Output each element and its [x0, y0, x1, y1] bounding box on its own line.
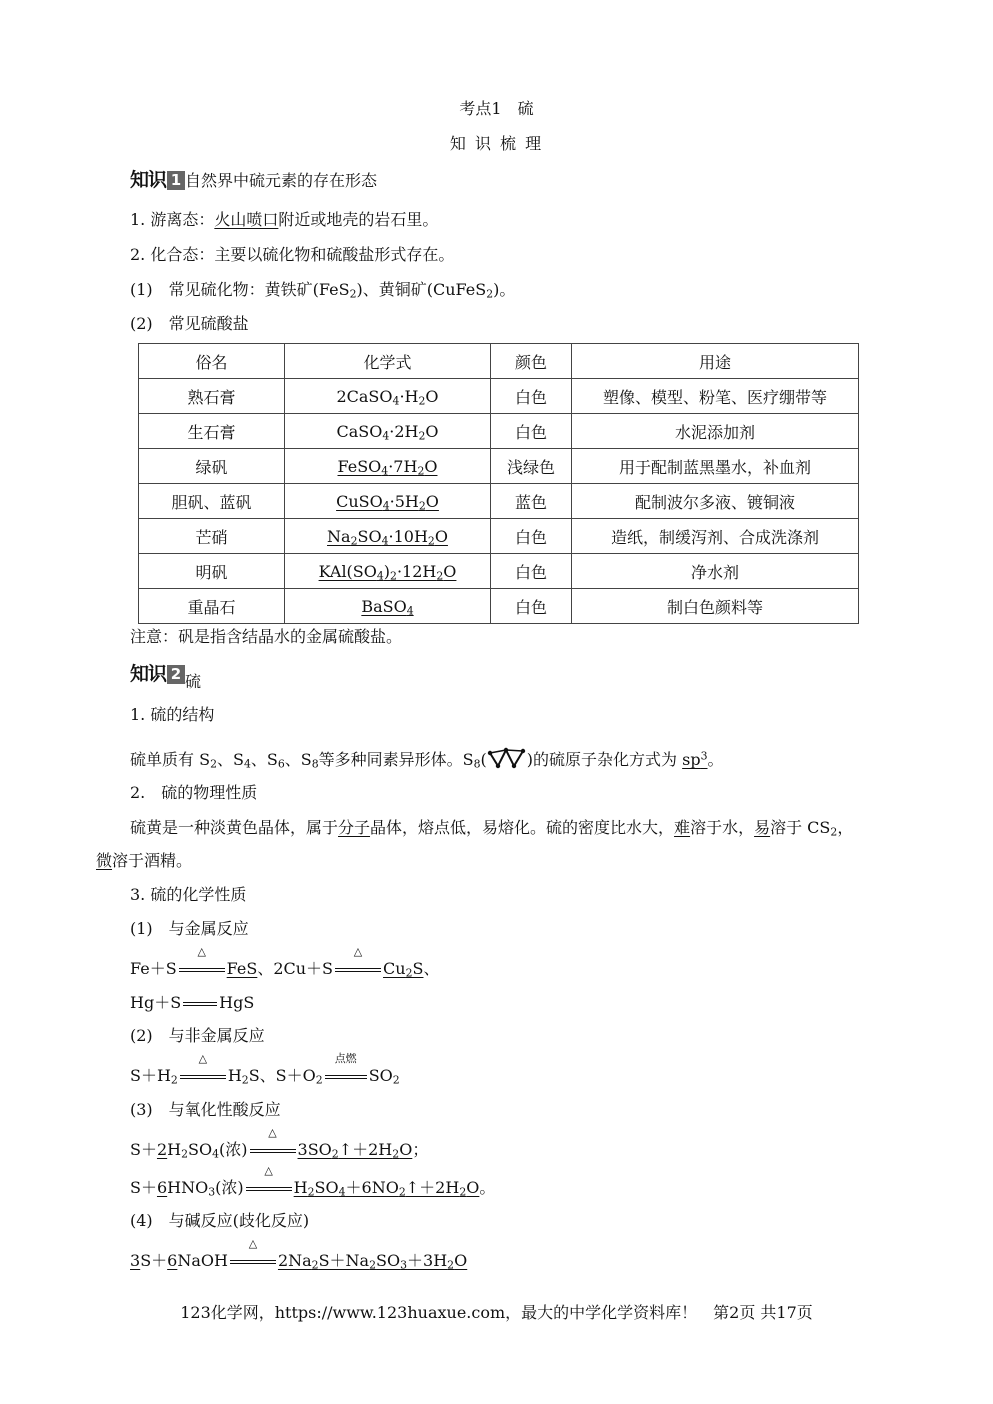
table-row [139, 449, 859, 484]
table-row [139, 484, 859, 519]
equation-s-naoh: 3S＋6NaOH △ $2Na_2S+Na_2SO_3+3H_2O$ [130, 1237, 468, 1272]
cell-name: 重晶石 [139, 589, 285, 624]
reaction-base-heading: (4) 与碱反应(歧化反应) [130, 1211, 310, 1230]
page-subtitle: 知 识 梳 理 [449, 134, 544, 153]
table-header-row [139, 344, 859, 379]
physical-para-1: 硫黄是一种淡黄色晶体，属于分子晶体，熔点低，易熔化。硫的密度比水大，难溶于水，易溶于 $CS_2$， [130, 818, 854, 839]
note: 注意：矾是指含结晶水的金属硫酸盐。 [130, 627, 403, 646]
cell-use: 塑像、模型、粉笔、医疗绷带等 [572, 379, 859, 414]
cell-use: 造纸，制缓泻剂、合成洗涤剂 [572, 519, 859, 554]
sulfate-table [138, 343, 859, 624]
cell-formula: $FeSO_4\cdot 7H_2O$ [285, 449, 491, 484]
reaction-acid-heading: (3) 与氧化性酸反应 [130, 1100, 281, 1119]
section-title: 硫 [185, 672, 202, 691]
section-badge: 知识 1 [130, 169, 185, 191]
reaction-metal-heading: (1) 与金属反应 [130, 919, 249, 938]
section-badge: 知识 2 [130, 663, 185, 685]
cell-color: 蓝色 [491, 484, 572, 519]
cell-formula: $CaSO_4\cdot 2H_2O$ [285, 414, 491, 449]
header-cell: 颜色 [491, 344, 572, 379]
reaction-nonmetal-heading: (2) 与非金属反应 [130, 1026, 265, 1045]
cell-name: 胆矾、蓝矾 [139, 484, 285, 519]
page-title: 考点1 硫 [459, 99, 534, 118]
structure-heading: 1. 硫的结构 [130, 705, 215, 724]
equation-s-h2-o2: $S+H_2$ △ $H_2S$、$S+O_2$ 点燃 $SO_2$ [130, 1052, 400, 1087]
section-title: 自然界中硫元素的存在形态 [185, 171, 378, 190]
cell-color: 浅绿色 [491, 449, 572, 484]
cell-color: 白色 [491, 414, 572, 449]
cell-use: 净水剂 [572, 554, 859, 589]
section-2-heading [130, 659, 202, 691]
cell-use: 配制波尔多液、镀铜液 [572, 484, 859, 519]
table-row [139, 379, 859, 414]
cell-name: 熟石膏 [139, 379, 285, 414]
cell-name: 绿矾 [139, 449, 285, 484]
cell-formula: $CuSO_4\cdot 5H_2O$ [285, 484, 491, 519]
cell-color: 白色 [491, 554, 572, 589]
cell-use: 用于配制蓝黑墨水，补血剂 [572, 449, 859, 484]
cell-color: 白色 [491, 519, 572, 554]
item-1: 1. 游离态：火山喷口附近或地壳的岩石里。 [130, 210, 439, 229]
cell-name: 芒硝 [139, 519, 285, 554]
equation-s-h2so4: $S+2H_2SO_4$(浓) △ $3SO_2↑+2H_2O$； [130, 1126, 429, 1161]
cell-formula: $Na_2SO_4\cdot 10H_2O$ [285, 519, 491, 554]
physical-para-2: 微溶于酒精。 [96, 851, 193, 870]
header-cell: 俗名 [139, 344, 285, 379]
page-footer: 123化学网，https://www.123huaxue.com，最大的中学化学资料库！ 第2页 共17页 [180, 1303, 813, 1322]
item-4: (2) 常见硫酸盐 [130, 314, 249, 333]
answer-blank: 火山喷口 [214, 210, 279, 229]
cell-formula: $2CaSO_4\cdot H_2O$ [285, 379, 491, 414]
item-2: 2. 化合态：主要以硫化物和硫酸盐形式存在。 [130, 245, 455, 264]
header-cell: 化学式 [285, 344, 491, 379]
section-1-heading [130, 165, 377, 192]
cell-color: 白色 [491, 379, 572, 414]
physical-heading: 2. 硫的物理性质 [130, 783, 258, 802]
cell-formula: BaSO$_4$ [285, 589, 491, 624]
structure-line: 硫单质有 $S_2$、$S_4$、$S_6$、$S_8$等多种同素异形体。$S_8$( )的硫原子杂化方式为 $sp^3$。 [130, 745, 724, 770]
cell-use: 水泥添加剂 [572, 414, 859, 449]
chemical-heading: 3. 硫的化学性质 [130, 885, 247, 904]
item-3: (1) 常见硫化物：黄铁矿(FeS$_2$)、黄铜矿(CuFeS$_2$)。 [130, 280, 516, 301]
table-row [139, 414, 859, 449]
equation-hg-s: Hg＋S HgS [130, 993, 255, 1012]
header-cell: 用途 [572, 344, 859, 379]
cell-name: 明矾 [139, 554, 285, 589]
cell-formula: $KAl(SO_4)_2\cdot 12H_2O$ [285, 554, 491, 589]
equation-fe-s: Fe＋S △ FeS、2Cu＋S △ $Cu_2S$、 [130, 945, 440, 980]
table-row [139, 519, 859, 554]
cell-use: 制白色颜料等 [572, 589, 859, 624]
table-row [139, 554, 859, 589]
cell-name: 生石膏 [139, 414, 285, 449]
equation-s-hno3: $S+6HNO_3$(浓) △ $H_2SO_4+6NO_2↑+2H_2O$。 [130, 1164, 496, 1199]
cell-color: 白色 [491, 589, 572, 624]
table-row [139, 589, 859, 624]
s8-ring-structure-icon [487, 745, 527, 769]
